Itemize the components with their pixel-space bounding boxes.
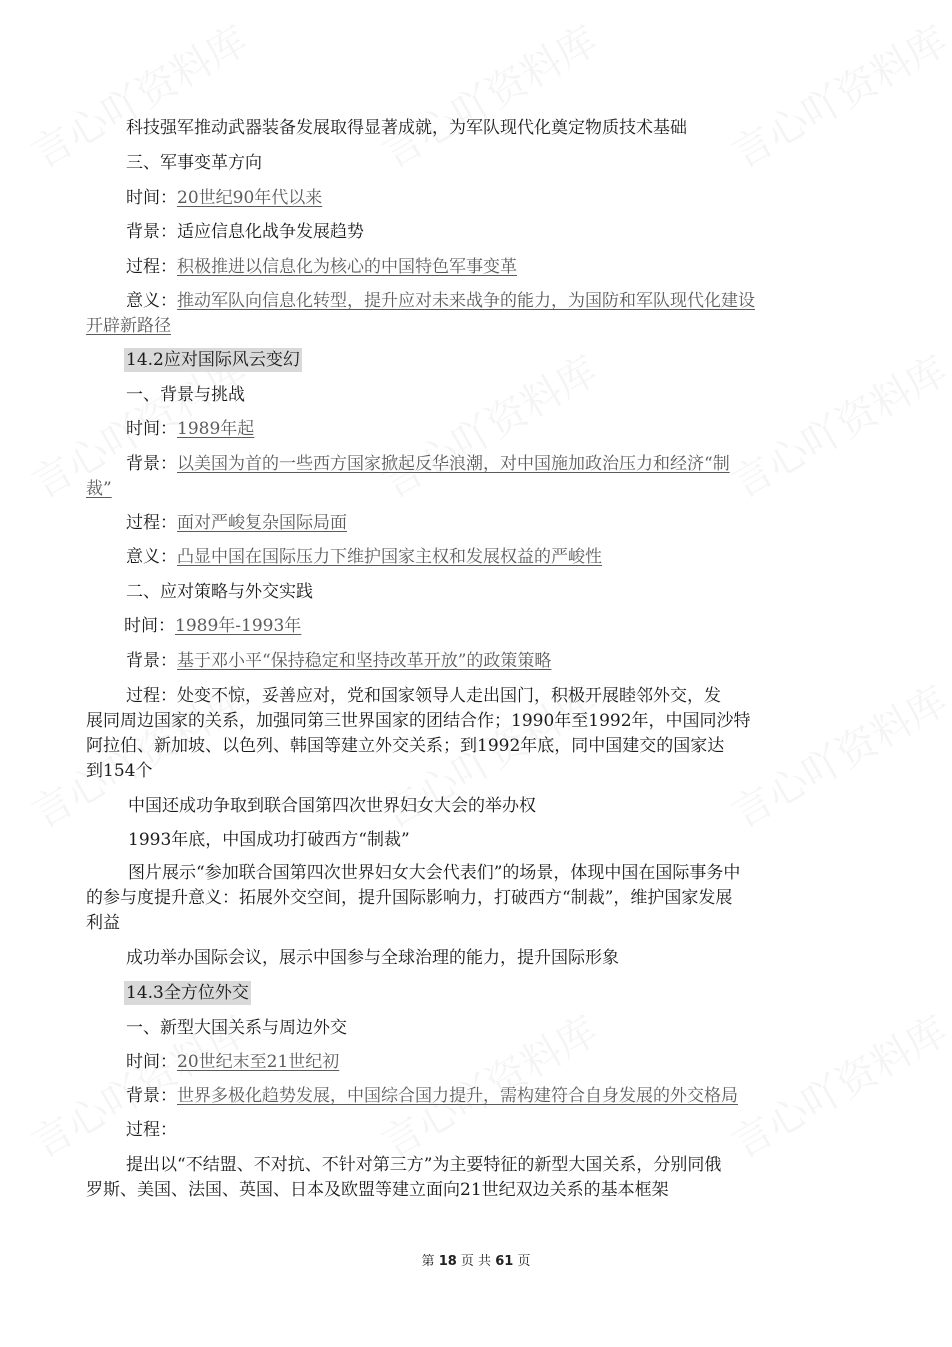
section-heading: 三、军事变革方向 [126, 153, 262, 173]
field-time: 时间：20世纪90年代以来 [126, 188, 323, 208]
paragraph-line: 展同周边国家的关系，加强同第三世界国家的团结合作；1990年至1992年，中国同沙特 [86, 711, 751, 731]
page-number: 18 [438, 1254, 457, 1269]
field-significance: 意义：凸显中国在国际压力下维护国家主权和发展权益的严峻性 [126, 547, 602, 567]
section-heading: 一、背景与挑战 [126, 385, 245, 405]
field-process: 过程：积极推进以信息化为核心的中国特色军事变革 [126, 257, 517, 277]
paragraph-line: 利益 [86, 913, 120, 933]
field-significance: 意义：推动军队向信息化转型，提升应对未来战争的能力，为国防和军队现代化建设 [126, 291, 755, 311]
field-background: 背景：基于邓小平“保持稳定和坚持改革开放”的政策策略 [126, 651, 552, 671]
section-heading: 二、应对策略与外交实践 [126, 582, 313, 602]
field-process: 过程： [126, 1120, 177, 1140]
page-total: 61 [495, 1254, 514, 1269]
paragraph-line: 中国还成功争取到联合国第四次世界妇女大会的举办权 [128, 796, 536, 816]
field-background: 背景：世界多极化趋势发展，中国综合国力提升，需构建符合自身发展的外交格局 [126, 1086, 738, 1106]
section-heading: 一、新型大国关系与周边外交 [126, 1018, 347, 1038]
paragraph-line: 阿拉伯、新加坡、以色列、韩国等建立外交关系；到1992年底，同中国建交的国家达 [86, 736, 725, 756]
paragraph-line: 提出以“不结盟、不对抗、不针对第三方”为主要特征的新型大国关系，分别同俄 [126, 1155, 722, 1175]
paragraph-line: 科技强军推动武器装备发展取得显著成就，为军队现代化奠定物质技术基础 [126, 118, 687, 138]
field-time: 时间：1989年起 [126, 419, 255, 439]
chapter-heading: 14.2应对国际风云变幻 [126, 350, 300, 370]
field-time: 时间：20世纪末至21世纪初 [126, 1052, 340, 1072]
field-background: 背景：适应信息化战争发展趋势 [126, 222, 364, 242]
field-process: 过程：面对严峻复杂国际局面 [126, 513, 347, 533]
field-background: 背景：以美国为首的一些西方国家掀起反华浪潮，对中国施加政治压力和经济“制 [126, 454, 730, 474]
paragraph-line: 到154个 [86, 761, 153, 781]
chapter-heading: 14.3全方位外交 [126, 983, 249, 1003]
paragraph-line: 罗斯、美国、法国、英国、日本及欧盟等建立面向21世纪双边关系的基本框架 [86, 1180, 669, 1200]
field-time: 时间：1989年-1993年 [124, 616, 302, 636]
field-background-cont: 裁” [86, 479, 112, 499]
field-significance-cont: 开辟新路径 [86, 316, 171, 336]
paragraph-line: 1993年底，中国成功打破西方“制裁” [128, 830, 410, 850]
paragraph-line: 成功举办国际会议，展示中国参与全球治理的能力，提升国际形象 [126, 948, 619, 968]
page-footer: 第 18 页 共 61 页 [421, 1254, 531, 1269]
paragraph-line: 图片展示“参加联合国第四次世界妇女大会代表们”的场景，体现中国在国际事务中 [128, 863, 741, 883]
paragraph-line: 过程：处变不惊，妥善应对，党和国家领导人走出国门，积极开展睦邻外交，发 [126, 686, 721, 706]
paragraph-line: 的参与度提升意义：拓展外交空间，提升国际影响力，打破西方“制裁”，维护国家发展 [86, 888, 733, 908]
